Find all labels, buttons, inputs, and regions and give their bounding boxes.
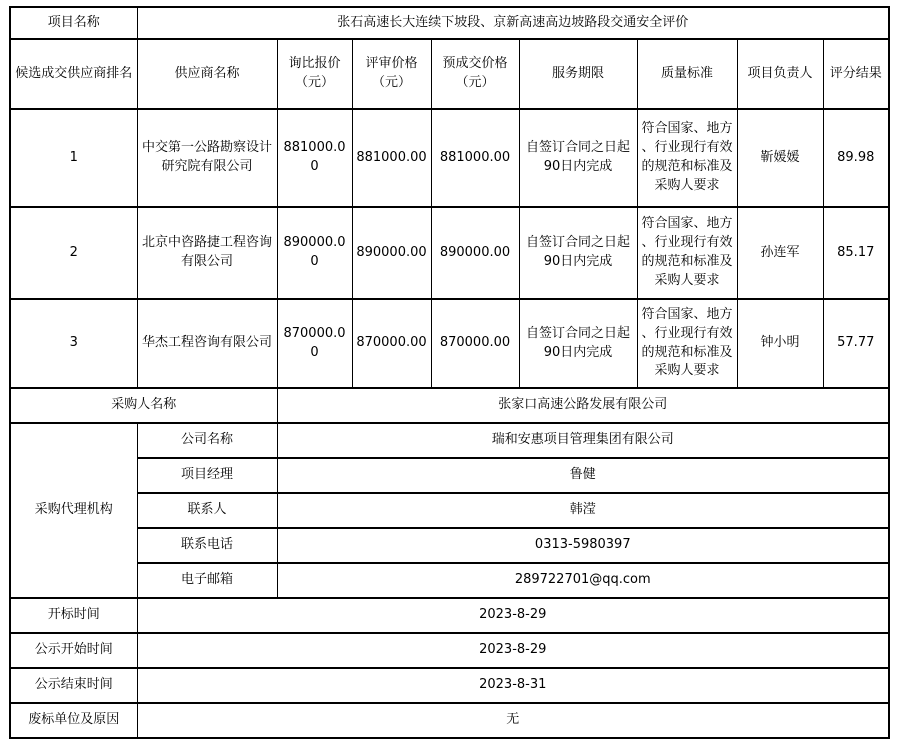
service-term-cell: 自签订合同之日起 90日内完成: [519, 299, 637, 388]
footer-value: 无: [137, 703, 889, 738]
supplier-name-cell: 北京中咨路捷工程咨询 有限公司: [137, 207, 277, 299]
service-term-cell: 自签订合同之日起 90日内完成: [519, 109, 637, 207]
supplier-name-cell: 华杰工程咨询有限公司: [137, 299, 277, 388]
agency-field-label: 联系电话: [137, 528, 277, 563]
rank-cell: 2: [10, 207, 137, 299]
service-term-cell: 自签订合同之日起 90日内完成: [519, 207, 637, 299]
quality-standard-cell: 符合国家、地方 、行业现行有效 的规范和标准及 采购人要求: [637, 109, 737, 207]
project-name-row: [10, 7, 889, 39]
project-name-value: 张石高速长大连续下坡段、京新高速高边坡路段交通安全评价: [137, 7, 889, 39]
agency-field-value: 瑞和安惠项目管理集团有限公司: [277, 423, 889, 458]
footer-value: 2023-8-29: [137, 598, 889, 633]
inquiry-price-cell: 890000.00: [277, 207, 352, 299]
header-candidate-rank: 候选成交供应商排名: [10, 39, 137, 109]
footer-label: 公示结束时间: [10, 668, 137, 703]
rank-cell: 1: [10, 109, 137, 207]
rejected-bid-row: [10, 703, 889, 738]
header-score: 评分结果: [823, 39, 889, 109]
agency-field-label: 电子邮箱: [137, 563, 277, 598]
footer-value: 2023-8-29: [137, 633, 889, 668]
table-header-row: [10, 39, 889, 109]
score-cell: 89.98: [823, 109, 889, 207]
agency-field-value: 鲁健: [277, 458, 889, 493]
agency-field-value: 289722701@qq.com: [277, 563, 889, 598]
agency-section-label: 采购代理机构: [10, 423, 137, 598]
agency-field-value: 0313-5980397: [277, 528, 889, 563]
agency-row-phone: [10, 528, 889, 563]
agency-row-contact: [10, 493, 889, 528]
agency-field-label: 项目经理: [137, 458, 277, 493]
review-price-cell: 870000.00: [352, 299, 431, 388]
review-price-cell: 881000.00: [352, 109, 431, 207]
project-leader-cell: 孙连军: [737, 207, 823, 299]
footer-value: 2023-8-31: [137, 668, 889, 703]
footer-label: 公示开始时间: [10, 633, 137, 668]
header-project-leader: 项目负责人: [737, 39, 823, 109]
header-inquiry-price: 询比报价 （元）: [277, 39, 352, 109]
procurement-result-table: [9, 6, 890, 739]
footer-label: 废标单位及原因: [10, 703, 137, 738]
pre-deal-price-cell: 890000.00: [431, 207, 519, 299]
agency-field-label: 公司名称: [137, 423, 277, 458]
score-cell: 57.77: [823, 299, 889, 388]
bid-opening-time-row: [10, 598, 889, 633]
agency-row-company: [10, 423, 889, 458]
supplier-name-cell: 中交第一公路勘察设计 研究院有限公司: [137, 109, 277, 207]
score-cell: 85.17: [823, 207, 889, 299]
quality-standard-cell: 符合国家、地方 、行业现行有效 的规范和标准及 采购人要求: [637, 207, 737, 299]
purchaser-row: [10, 388, 889, 423]
publicity-start-time-row: [10, 633, 889, 668]
header-supplier-name: 供应商名称: [137, 39, 277, 109]
purchaser-label: 采购人名称: [10, 388, 277, 423]
pre-deal-price-cell: 870000.00: [431, 299, 519, 388]
publicity-end-time-row: [10, 668, 889, 703]
inquiry-price-cell: 870000.00: [277, 299, 352, 388]
supplier-row-2: [10, 207, 889, 299]
project-name-label: 项目名称: [10, 7, 137, 39]
footer-label: 开标时间: [10, 598, 137, 633]
header-quality-standard: 质量标准: [637, 39, 737, 109]
project-leader-cell: 钟小明: [737, 299, 823, 388]
header-review-price: 评审价格 （元）: [352, 39, 431, 109]
quality-standard-cell: 符合国家、地方 、行业现行有效 的规范和标准及 采购人要求: [637, 299, 737, 388]
project-leader-cell: 靳媛媛: [737, 109, 823, 207]
supplier-row-3: [10, 299, 889, 388]
agency-row-email: [10, 563, 889, 598]
agency-row-manager: [10, 458, 889, 493]
header-service-term: 服务期限: [519, 39, 637, 109]
agency-field-label: 联系人: [137, 493, 277, 528]
rank-cell: 3: [10, 299, 137, 388]
pre-deal-price-cell: 881000.00: [431, 109, 519, 207]
review-price-cell: 890000.00: [352, 207, 431, 299]
supplier-row-1: [10, 109, 889, 207]
inquiry-price-cell: 881000.00: [277, 109, 352, 207]
purchaser-value: 张家口高速公路发展有限公司: [277, 388, 889, 423]
agency-field-value: 韩滢: [277, 493, 889, 528]
header-pre-deal-price: 预成交价格 （元）: [431, 39, 519, 109]
